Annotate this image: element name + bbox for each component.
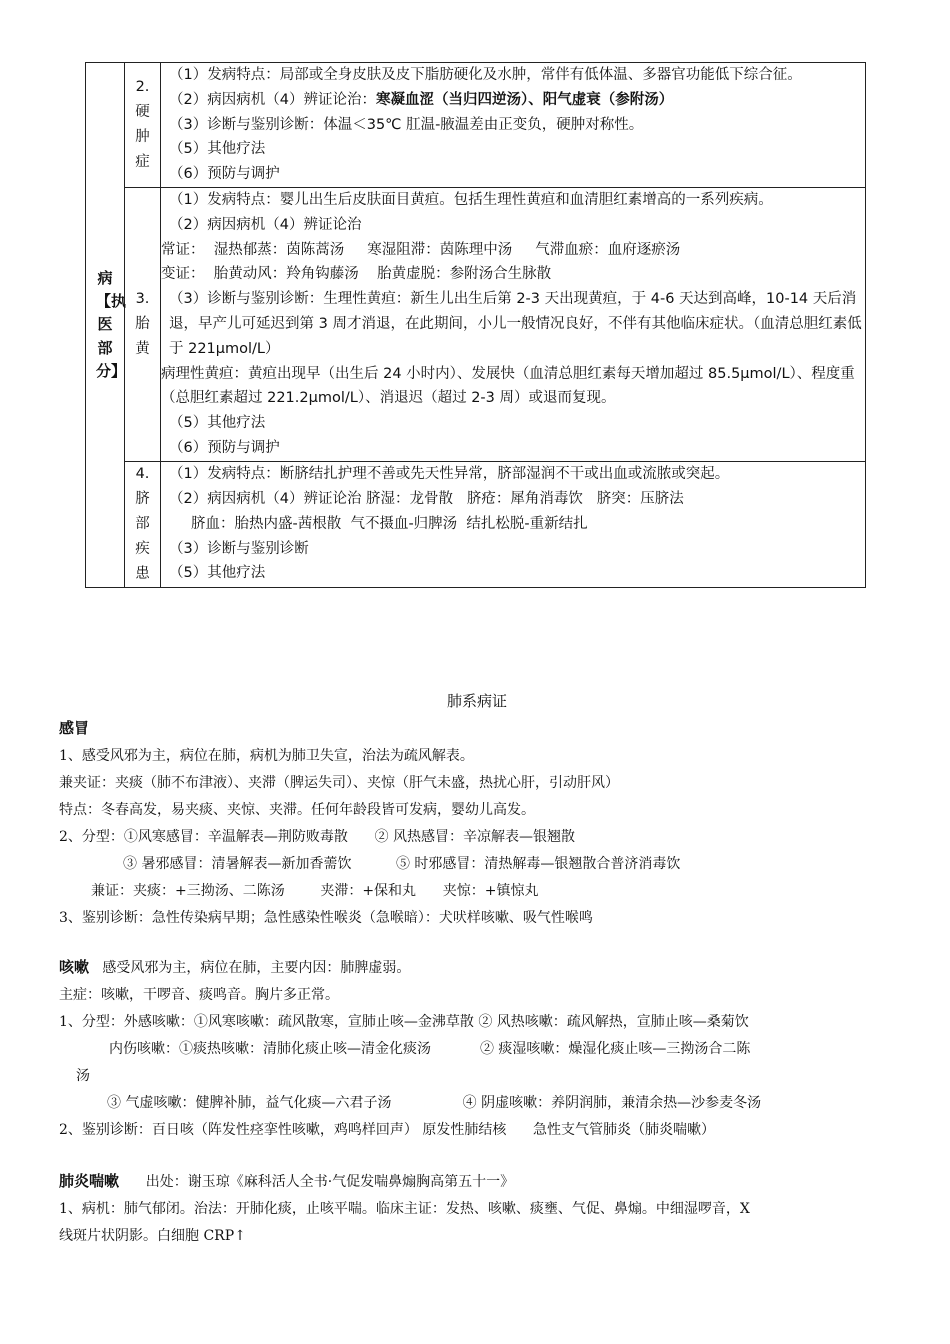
text-line: 2、分型：①风寒感冒：辛温解表—荆防败毒散 ② 风热感冒：辛凉解表—银翘散 xyxy=(59,829,576,845)
text-line: 1、分型：外感咳嗽：①风寒咳嗽：疏风散寒，宣肺止咳—金沸草散 ② 风热咳嗽：疏风解热，宣肺止咳—桑菊饮 xyxy=(59,1014,749,1030)
heading: 感冒 xyxy=(59,719,90,737)
sub-cell xyxy=(125,63,161,188)
spacer xyxy=(59,1144,895,1168)
heading: 咳嗽 xyxy=(59,958,90,976)
table-line: （5）其他疗法 xyxy=(169,141,266,158)
intro-text: 出处：谢玉琼《麻科活人全书·气促发喘鼻煽胸高第五十一》 xyxy=(145,1174,515,1190)
content-cell xyxy=(161,187,866,461)
sub-label: 3.胎黄 xyxy=(135,290,150,357)
table-line: （2）病因病机（4）辨证论治 脐湿：龙骨散 脐疮：犀角消毒饮 脐突：压脐法 xyxy=(169,491,684,508)
spacer xyxy=(59,932,895,954)
table-row xyxy=(86,63,866,188)
text-line: 兼夹证：夹痰（肺不布津液）、夹滞（脾运失司）、夹惊（肝气未盛，热扰心肝，引动肝风） xyxy=(59,775,619,791)
table-line: 病理性黄疸：黄疸出现早（出生后 24 小时内）、发展快（血清总胆红素每天增加超过 85.5μmol/L）、程度重（总胆红素超过 221.2μmol/L）、消退迟（超过 2-3 周）或退而复现。 xyxy=(161,365,855,407)
table-line: （1）发病特点：局部或全身皮肤及皮下脂肪硬化及水肿，常伴有低体温、多器官功能低下综合征。 xyxy=(169,67,802,83)
text-line: 主症：咳嗽，干啰音、痰鸣音。胸片多正常。 xyxy=(59,987,339,1003)
table-line: （5）其他疗法 xyxy=(169,565,266,582)
table-row xyxy=(86,187,866,461)
section-title: 肺系病证 xyxy=(446,692,507,710)
table-line: （2）病因病机（4）辨证论治 xyxy=(169,216,362,233)
heading-line xyxy=(59,1168,895,1196)
text-line: ③ 气虚咳嗽：健脾补肺，益气化痰—六君子汤 ④ 阴虚咳嗽：养阴润肺，兼清余热—沙参麦冬汤 xyxy=(107,1095,762,1111)
table-line: 常证： 湿热郁蒸：茵陈蒿汤 寒湿阻滞：茵陈理中汤 气滞血瘀：血府逐瘀汤 xyxy=(161,241,681,258)
table-line: （2）病因病机（4）辨证论治：寒凝血涩（当归四逆汤）、阳气虚衰（参附汤） xyxy=(169,91,674,108)
heading-line xyxy=(59,954,895,982)
table-line: 脐血：胎热内盛-茜根散 气不摄血-归脾汤 结扎松脱-重新结扎 xyxy=(191,515,588,532)
text-line: 汤 xyxy=(76,1068,90,1084)
lung-section xyxy=(59,688,895,1250)
table-line: （1）发病特点：婴儿出生后皮肤面目黄疸。包括生理性黄疸和血清胆红素增高的一系列疾病。 xyxy=(169,191,773,208)
disease-table xyxy=(85,62,866,588)
text-line: 2、鉴别诊断：百日咳（阵发性痉挛性咳嗽，鸡鸣样回声） 原发性肺结核 急性支气管肺炎（肺炎喘嗽） xyxy=(59,1122,716,1138)
table-line: （6）预防与调护 xyxy=(169,166,280,183)
table-line: （5）其他疗法 xyxy=(169,415,266,432)
table-line: （3）诊断与鉴别诊断：生理性黄疸：新生儿出生后第 2-3 天出现黄疸，于 4-6 天达到高峰，10-14 天后消退，早产儿可延迟到第 3 周才消退，在此期间，小儿一般情况良好，不伴有其他临床症状。（血清总胆红素低于 221μmol/L） xyxy=(169,291,862,357)
table-line: （6）预防与调护 xyxy=(169,439,280,456)
table-row xyxy=(86,461,866,587)
intro-text: 感受风邪为主，病位在肺，主要内因：肺脾虚弱。 xyxy=(102,960,411,976)
text-line: 特点：冬春高发，易夹痰、夹惊、夹滞。任何年龄段皆可发病，婴幼儿高发。 xyxy=(59,802,535,818)
table-line: （1）发病特点：断脐结扎护理不善或先天性异常，脐部湿润不干或出血或流脓或突起。 xyxy=(169,466,730,483)
content-cell xyxy=(161,63,866,188)
heading: 肺炎喘嗽 xyxy=(59,1172,120,1190)
text-line: 线斑片状阴影。白细胞 CRP↑ xyxy=(59,1228,246,1244)
table-line: （3）诊断与鉴别诊断：体温＜35℃ 肛温-腋温差由正变负，硬肿对称性。 xyxy=(169,116,644,133)
text-line: ③ 暑邪感冒：清暑解表—新加香薷饮 ⑤ 时邪感冒：清热解毒—银翘散合普济消毒饮 xyxy=(123,856,681,872)
sub-label: 4.脐部疾患 xyxy=(135,465,150,582)
text-line: 兼证：夹痰：+三拗汤、二陈汤 夹滞：+保和丸 夹惊：+镇惊丸 xyxy=(91,883,539,899)
category-label: 病【执医部分】 xyxy=(96,268,127,380)
sub-cell xyxy=(125,461,161,587)
heading-line xyxy=(59,715,895,743)
table-line: 变证： 胎黄动风：羚角钩藤汤 胎黄虚脱：参附汤合生脉散 xyxy=(161,266,552,283)
content-cell xyxy=(161,461,866,587)
sub-label: 2.硬肿症 xyxy=(135,78,150,170)
text-line: 1、感受风邪为主，病位在肺，病机为肺卫失宣，治法为疏风解表。 xyxy=(59,748,474,764)
text-line: 内伤咳嗽：①痰热咳嗽：清肺化痰止咳—清金化痰汤 ② 痰湿咳嗽：燥湿化痰止咳—三拗汤合二陈 xyxy=(109,1041,751,1057)
table-line: （3）诊断与鉴别诊断 xyxy=(169,540,309,557)
bold-text: 寒凝血涩（当归四逆汤）、阳气虚衰（参附汤） xyxy=(375,91,674,108)
text-line: 3、鉴别诊断：急性传染病早期；急性感染性喉炎（急喉暗）：犬吠样咳嗽、吸气性喉鸣 xyxy=(59,910,593,926)
category-cell xyxy=(86,63,125,588)
text-line: 1、病机：肺气郁闭。治法：开肺化痰，止咳平喘。临床主证：发热、咳嗽、痰壅、气促、鼻煽。中细湿啰音，X xyxy=(59,1201,750,1217)
sub-cell xyxy=(125,187,161,461)
